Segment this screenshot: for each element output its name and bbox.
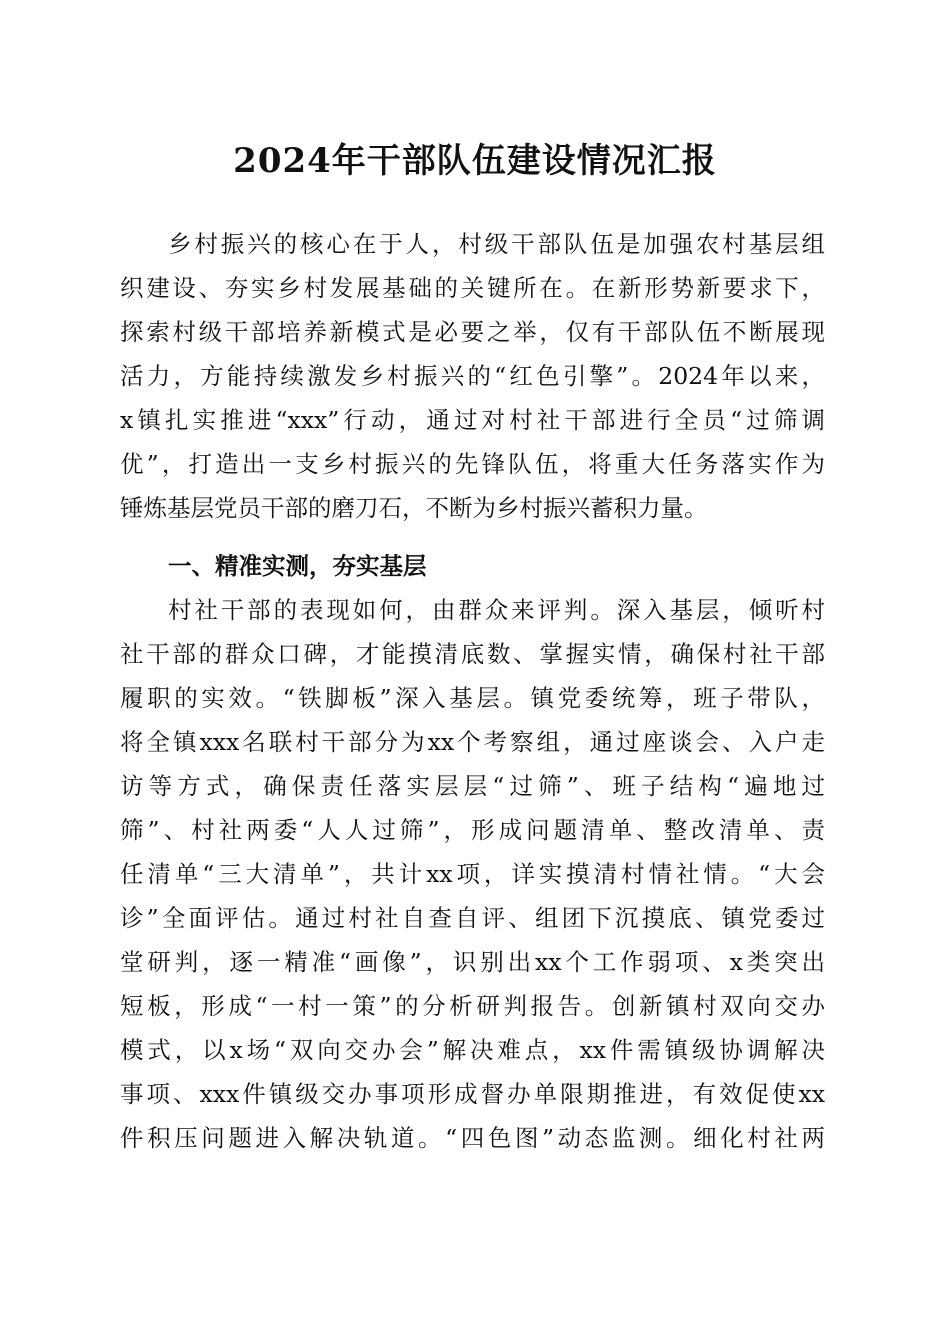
paragraph-line: 探索村级干部培养新模式是必要之举，仅有干部队伍不断展现 xyxy=(120,318,825,346)
paragraph-line: 村社干部的表现如何，由群众来评判。深入基层，倾听村 xyxy=(168,596,825,624)
paragraph-line: 乡村振兴的核心在于人，村级干部队伍是加强农村基层组 xyxy=(168,230,825,258)
paragraph-line: 短板，形成“一村一策”的分析研判报告。创新镇村双向交办 xyxy=(120,992,825,1020)
paragraph-line: 锤炼基层党员干部的磨刀石，不断为乡村振兴蓄积力量。 xyxy=(120,494,708,522)
paragraph-line: 任清单“三大清单”，共计xx项，详实摸清村情社情。“大会 xyxy=(120,860,825,888)
paragraph-line: 件积压问题进入解决轨道。“四色图”动态监测。细化村社两 xyxy=(120,1124,825,1152)
section-heading: 一、精准实测，夯实基层 xyxy=(168,552,427,580)
paragraph-line: 模式，以x场“双向交办会”解决难点，xx件需镇级协调解决 xyxy=(120,1036,825,1064)
paragraph-line: 诊”全面评估。通过村社自查自评、组团下沉摸底、镇党委过 xyxy=(120,904,825,932)
paragraph-line: 履职的实效。“铁脚板”深入基层。镇党委统筹，班子带队， xyxy=(120,684,825,712)
paragraph-line: 将全镇xxx名联村干部分为xx个考察组，通过座谈会、入户走 xyxy=(120,728,825,756)
paragraph-line: 访等方式，确保责任落实层层“过筛”、班子结构“遍地过 xyxy=(120,772,825,800)
paragraph-line: 筛”、村社两委“人人过筛”，形成问题清单、整改清单、责 xyxy=(120,816,825,844)
intro-paragraph xyxy=(120,222,825,530)
paragraph-line: x镇扎实推进“xxx”行动，通过对村社干部进行全员“过筛调 xyxy=(120,406,825,434)
paragraph-line: 事项、xxx件镇级交办事项形成督办单限期推进，有效促使xx xyxy=(120,1080,825,1108)
paragraph-line: 社干部的群众口碑，才能摸清底数、掌握实情，确保村社干部 xyxy=(120,640,825,668)
section-paragraph xyxy=(120,588,825,1160)
document-title: 2024年干部队伍建设情况汇报 xyxy=(233,141,717,181)
paragraph-line: 活力，方能持续激发乡村振兴的“红色引擎”。2024年以来， xyxy=(120,362,825,390)
paragraph-line: 织建设、夯实乡村发展基础的关键所在。在新形势新要求下， xyxy=(120,274,825,302)
paragraph-line: 堂研判，逐一精准“画像”，识别出xx个工作弱项、x类突出 xyxy=(120,948,825,976)
paragraph-line: 优”，打造出一支乡村振兴的先锋队伍，将重大任务落实作为 xyxy=(120,450,825,478)
